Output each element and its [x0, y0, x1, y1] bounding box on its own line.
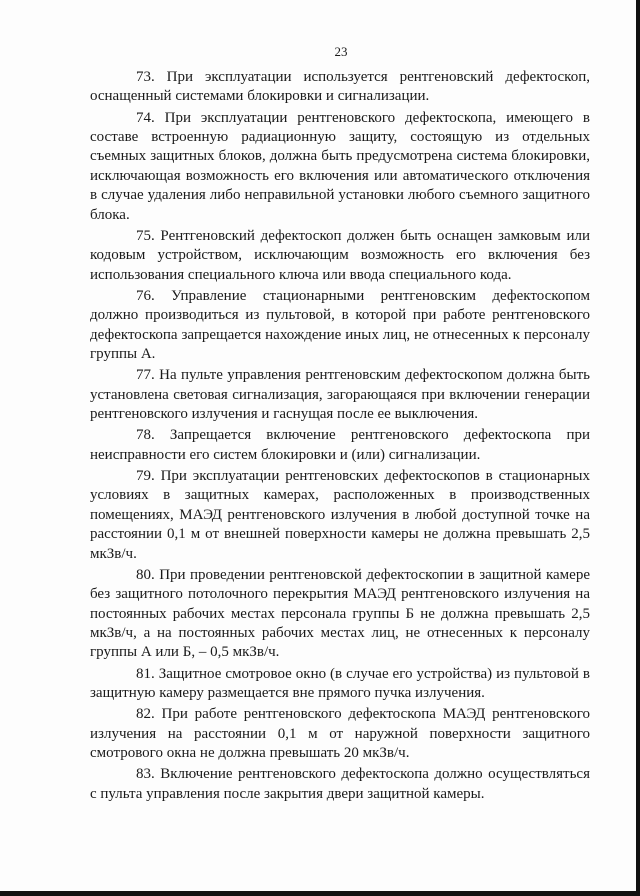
- paragraph-78: 78. Запрещается включение рентгеновского дефектоскопа при неисправности его систем блокировки и (или) сигнализации.: [90, 427, 590, 463]
- paragraph-79: 79. При эксплуатации рентгеновских дефектоскопов в стационарных условиях в защитных камерах, расположенных в производственных помещениях, МАЭД рентгеновского излучения в любой доступной точке на расстоянии 0,1 м от внешней поверхности камеры не должна превышать 2,5 мкЗв/ч.: [90, 467, 590, 562]
- paragraph-75: 75. Рентгеновский дефектоскоп должен быть оснащен замковым или кодовым устройством, исключающим возможность его включения без использования специального ключа или ввода специального кода.: [90, 227, 590, 283]
- paragraph-73: 73. При эксплуатации используется рентгеновский дефектоскоп, оснащенный системами блокировки и сигнализации.: [90, 69, 590, 105]
- paragraph-76: 76. Управление стационарными рентгеновским дефектоскопом должно производиться из пультовой, в которой при работе рентгеновского дефектоскопа запрещается нахождение иных лиц, не отнесенных к персоналу группы А.: [90, 287, 590, 363]
- paragraph-74: 74. При эксплуатации рентгеновского дефектоскопа, имеющего в составе встроенную радиационную защиту, состоящую из отдельных съемных защитных блоков, должна быть предусмотрена система блокировки, исключающая возможность его включения или автоматического отключения в случае удаления либо неправильной установки любого съемного защитного блока.: [90, 109, 590, 223]
- scan-edge-right: [636, 0, 640, 896]
- paragraph-80: 80. При проведении рентгеновской дефектоскопии в защитной камере без защитного потолочного перекрытия МАЭД рентгеновского излучения на постоянных рабочих местах персонала группы Б не должна превышать 2,5 мкЗв/ч, а на постоянных рабочих местах лиц, не отнесенных к персоналу группы А или Б, – 0,5 мкЗв/ч.: [90, 566, 590, 661]
- document-body: [90, 68, 590, 806]
- paragraph-83: 83. Включение рентгеновского дефектоскопа должно осуществляться с пульта управления после закрытия двери защитной камеры.: [90, 766, 590, 802]
- paragraph-81: 81. Защитное смотровое окно (в случае его устройства) из пультовой в защитную камеру размещается вне прямого пучка излучения.: [90, 665, 590, 701]
- page-number: 23: [334, 44, 348, 59]
- paragraph-82: 82. При работе рентгеновского дефектоскопа МАЭД рентгеновского излучения на расстоянии 0,1 м от наружной поверхности защитного смотрового окна не должна превышать 20 мкЗв/ч.: [90, 706, 590, 761]
- paragraph-77: 77. На пульте управления рентгеновским дефектоскопом должна быть установлена световая сигнализация, загорающаяся при включении генерации рентгеновского излучения и гаснущая после ее выключения.: [90, 367, 590, 423]
- scan-edge-bottom: [0, 891, 640, 896]
